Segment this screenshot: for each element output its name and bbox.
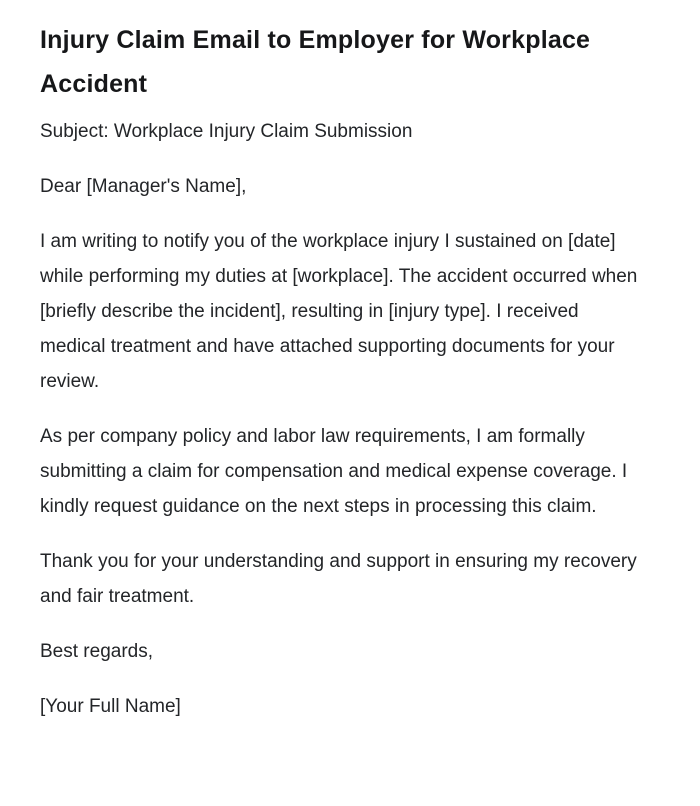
page-title: Injury Claim Email to Employer for Workplace Accident bbox=[40, 26, 591, 98]
subject-line: Subject: Workplace Injury Claim Submission bbox=[40, 121, 413, 142]
signature-placeholder: [Your Full Name] bbox=[40, 696, 181, 717]
body-paragraph-3: Thank you for your understanding and support in ensuring my recovery and fair treatment. bbox=[40, 551, 637, 607]
closing: Best regards, bbox=[40, 641, 153, 662]
body-paragraph-2: As per company policy and labor law requirements, I am formally submitting a claim for compensation and medical expense coverage. I kindly request guidance on the next steps in processing this claim. bbox=[40, 426, 628, 517]
body-paragraph-1: I am writing to notify you of the workplace injury I sustained on [date] while performing my duties at [workplace]. The accident occurred when [briefly describe the incident], resulting in [injury type]. I received medical treatment and have attached supporting documents for your review. bbox=[40, 231, 638, 392]
salutation: Dear [Manager's Name], bbox=[40, 176, 247, 197]
